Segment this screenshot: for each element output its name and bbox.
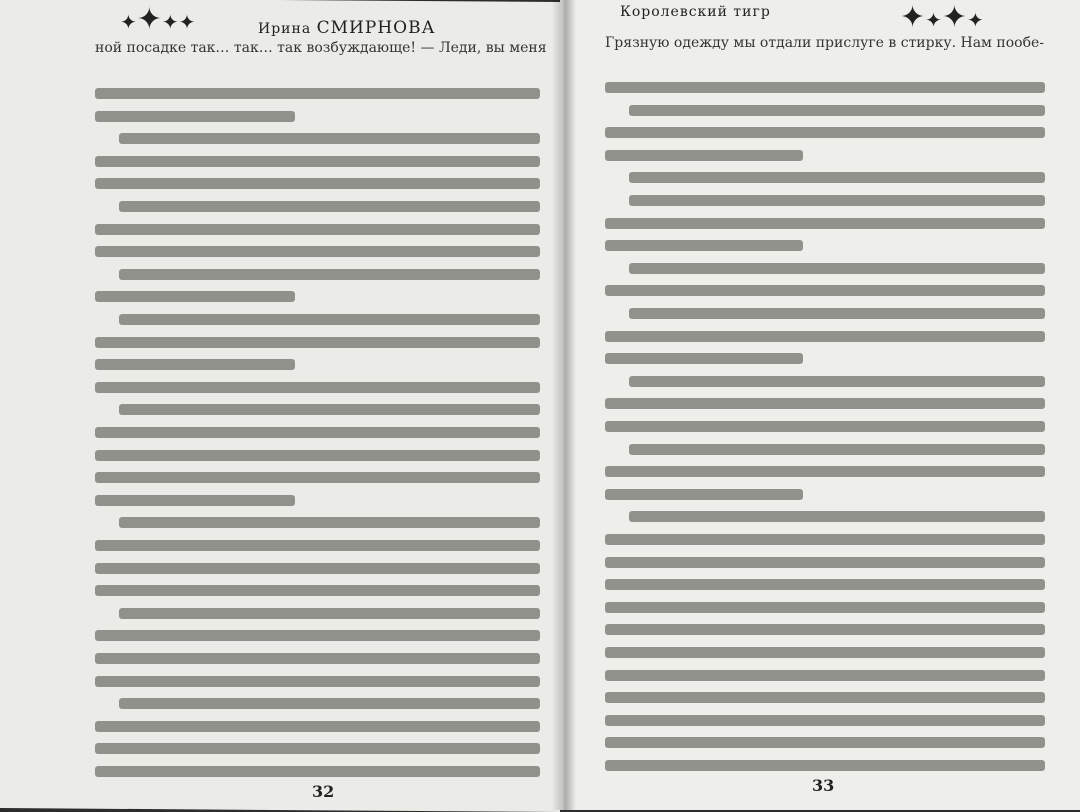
decorative-stars-right: ✦✦✦✦ bbox=[900, 0, 984, 35]
text-line-placeholder bbox=[605, 692, 1045, 703]
text-line-placeholder bbox=[95, 88, 540, 99]
text-line-placeholder bbox=[119, 269, 540, 280]
text-line-placeholder bbox=[95, 427, 540, 438]
text-line-placeholder bbox=[95, 563, 540, 574]
text-line-placeholder bbox=[95, 450, 540, 461]
text-line-placeholder bbox=[119, 201, 540, 212]
text-line-placeholder bbox=[95, 676, 540, 687]
text-line-placeholder bbox=[605, 127, 1045, 138]
text-line-placeholder bbox=[605, 557, 1045, 568]
text-line-placeholder bbox=[119, 404, 540, 415]
text-line-placeholder bbox=[605, 466, 1045, 477]
text-line-placeholder bbox=[629, 511, 1045, 522]
text-line-placeholder bbox=[95, 540, 540, 551]
text-line-placeholder bbox=[95, 111, 295, 122]
text-line-placeholder bbox=[605, 331, 1045, 342]
text-line-placeholder bbox=[629, 308, 1045, 319]
text-line-placeholder bbox=[95, 653, 540, 664]
text-line-placeholder bbox=[95, 156, 540, 167]
text-line-placeholder bbox=[119, 133, 540, 144]
left-first-line: ной посадке так… так… так возбуждающе! — Леди, вы меня bbox=[95, 40, 547, 56]
author-first-name: Ирина bbox=[258, 21, 312, 37]
text-line-placeholder bbox=[605, 218, 1045, 229]
text-line-placeholder bbox=[629, 444, 1045, 455]
text-line-placeholder bbox=[605, 579, 1045, 590]
text-line-placeholder bbox=[605, 602, 1045, 613]
text-line-placeholder bbox=[95, 766, 540, 777]
text-line-placeholder bbox=[605, 240, 803, 251]
text-line-placeholder bbox=[605, 715, 1045, 726]
text-line-placeholder bbox=[95, 743, 540, 754]
text-line-placeholder bbox=[95, 495, 295, 506]
text-line-placeholder bbox=[95, 359, 295, 370]
text-line-placeholder bbox=[119, 314, 540, 325]
text-line-placeholder bbox=[629, 376, 1045, 387]
author-last-name: СМИРНОВА bbox=[316, 18, 436, 38]
text-line-placeholder bbox=[605, 534, 1045, 545]
text-line-placeholder bbox=[629, 263, 1045, 274]
text-line-placeholder bbox=[95, 178, 540, 189]
text-line-placeholder bbox=[629, 172, 1045, 183]
text-line-placeholder bbox=[605, 421, 1045, 432]
right-first-line: Грязную одежду мы отдали прислуге в стирку. Нам пообе- bbox=[605, 35, 1045, 51]
text-line-placeholder bbox=[95, 337, 540, 348]
page-number-left: 32 bbox=[312, 782, 335, 801]
text-line-placeholder bbox=[95, 630, 540, 641]
text-line-placeholder bbox=[95, 472, 540, 483]
page-number-right: 33 bbox=[812, 776, 835, 795]
text-line-placeholder bbox=[119, 517, 540, 528]
running-header-author bbox=[258, 18, 435, 38]
text-line-placeholder bbox=[605, 737, 1045, 748]
decorative-stars-left: ✦✦✦✦ bbox=[120, 2, 196, 37]
text-line-placeholder bbox=[119, 608, 540, 619]
text-line-placeholder bbox=[95, 382, 540, 393]
text-line-placeholder bbox=[605, 82, 1045, 93]
text-line-placeholder bbox=[119, 698, 540, 709]
book-gutter bbox=[552, 0, 576, 810]
text-line-placeholder bbox=[95, 721, 540, 732]
text-line-placeholder bbox=[605, 285, 1045, 296]
running-header-title: Королевский тигр bbox=[620, 4, 771, 20]
text-line-placeholder bbox=[629, 105, 1045, 116]
text-line-placeholder bbox=[605, 150, 803, 161]
text-line-placeholder bbox=[605, 398, 1045, 409]
text-line-placeholder bbox=[605, 624, 1045, 635]
text-line-placeholder bbox=[629, 195, 1045, 206]
text-line-placeholder bbox=[95, 585, 540, 596]
text-line-placeholder bbox=[95, 291, 295, 302]
text-line-placeholder bbox=[605, 647, 1045, 658]
text-line-placeholder bbox=[605, 353, 803, 364]
text-line-placeholder bbox=[605, 489, 803, 500]
text-line-placeholder bbox=[605, 670, 1045, 681]
text-line-placeholder bbox=[605, 760, 1045, 771]
text-line-placeholder bbox=[95, 224, 540, 235]
text-line-placeholder bbox=[95, 246, 540, 257]
